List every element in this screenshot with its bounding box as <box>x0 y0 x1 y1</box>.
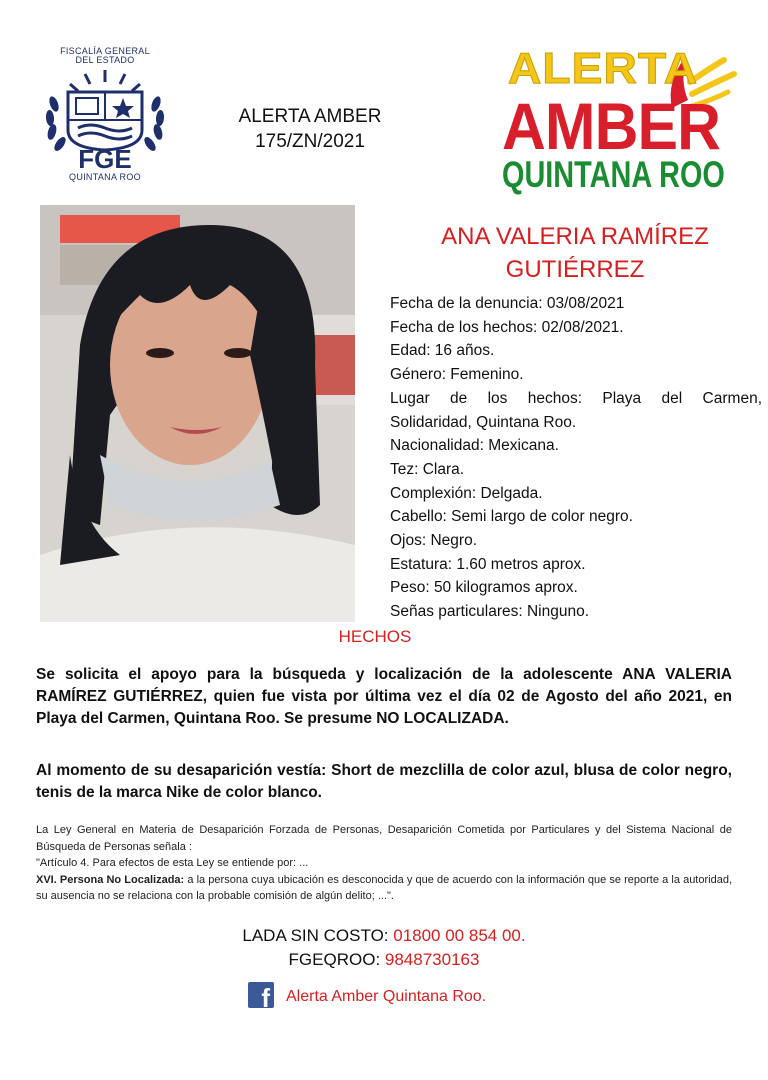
fge-state: QUINTANA ROO <box>69 172 141 182</box>
alert-code: 175/ZN/2021 <box>255 131 365 152</box>
detail-complexion-skin: Tez: Clara. <box>390 460 465 478</box>
detail-location: Lugar de los hechos: Playa del Carmen, <box>390 389 762 407</box>
person-name-line2: GUTIÉRREZ <box>505 256 645 283</box>
missing-person-photo <box>40 205 355 622</box>
detail-weight: Peso: 50 kilogramos aprox. <box>390 579 578 597</box>
lada-phone[interactable]: 01800 00 854 00. <box>393 926 526 945</box>
section-title-hechos: HECHOS <box>338 627 412 646</box>
legal-text <box>36 822 732 905</box>
detail-gender: Género: Femenino. <box>390 366 524 384</box>
person-name-line1: ANA VALERIA RAMÍREZ <box>441 223 709 250</box>
fge-org-line1: FISCALÍA GENERAL <box>60 46 150 56</box>
fge-logo <box>40 44 170 184</box>
legal-term: XVI. Persona No Localizada: <box>36 873 185 886</box>
person-photo-image <box>40 205 355 622</box>
legal-article: "Artículo 4. Para efectos de esta Ley se entiende por: ... <box>36 857 309 869</box>
detail-eyes: Ojos: Negro. <box>390 532 478 550</box>
person-name <box>398 220 752 286</box>
detail-hair: Cabello: Semi largo de color negro. <box>390 508 633 526</box>
contact-lada <box>0 924 768 948</box>
detail-build: Complexión: Delgada. <box>390 484 543 502</box>
contact-fge <box>0 948 768 972</box>
fge-org-line2: DEL ESTADO <box>75 55 135 65</box>
alert-header <box>220 104 400 154</box>
fge-phone[interactable]: 9848730163 <box>384 950 480 969</box>
alerta-amber-logo <box>502 42 742 197</box>
hechos-paragraph-clothing: Al momento de su desaparición vestía: Short de mezclilla de color azul, blusa de color negro, tenis de la marca Nike de color blanco. <box>36 762 732 801</box>
detail-nationality: Nacionalidad: Mexicana. <box>390 437 559 455</box>
detail-event-date: Fecha de los hechos: 02/08/2021. <box>390 318 624 336</box>
alert-title: ALERTA AMBER <box>238 106 382 127</box>
fge-acronym: FGE <box>78 144 132 172</box>
legal-definition-text: a la persona cuya ubicación es desconocida y que de acuerdo con la información que se reporte a la autoridad, su ausencia no se relaciona con la probable comisión de algún delito; ...". <box>36 873 733 902</box>
hechos-paragraph-search: Se solicita el apoyo para la búsqueda y localización de la adolescente ANA VALERIA RAMÍREZ GUTIÉRREZ, quien fue vista por última vez el día 02 de Agosto del año 2021, en Playa del Carmen, Quintana Roo. Se presume NO LOCALIZADA. <box>36 666 732 727</box>
logo-word-alerta: ALERTA <box>508 44 699 93</box>
lada-label: LADA SIN COSTO: <box>242 926 394 945</box>
legal-definition <box>36 872 732 905</box>
legal-intro: La Ley General en Materia de Desaparición Forzada de Personas, Desaparición Cometida por Particulares y del Sistema Nacional de Búsqueda de Personas señala : <box>36 824 732 853</box>
facebook-icon: f <box>248 982 274 1008</box>
logo-word-quintana-roo: QUINTANA ROO <box>502 154 725 195</box>
detail-age: Edad: 16 años. <box>390 342 495 360</box>
person-details <box>390 292 762 624</box>
detail-distinguishing-marks: Señas particulares: Ninguno. <box>390 603 590 621</box>
fge-emblem-icon <box>40 64 170 172</box>
logo-word-amber: AMBER <box>502 89 721 163</box>
detail-report-date: Fecha de la denuncia: 03/08/2021 <box>390 295 625 312</box>
fge-phone-label: FGEQROO: <box>288 950 385 969</box>
detail-location-cont: Solidaridad, Quintana Roo. <box>390 413 577 431</box>
detail-height: Estatura: 1.60 metros aprox. <box>390 555 586 573</box>
facebook-text[interactable]: Alerta Amber Quintana Roo. <box>286 988 487 1005</box>
